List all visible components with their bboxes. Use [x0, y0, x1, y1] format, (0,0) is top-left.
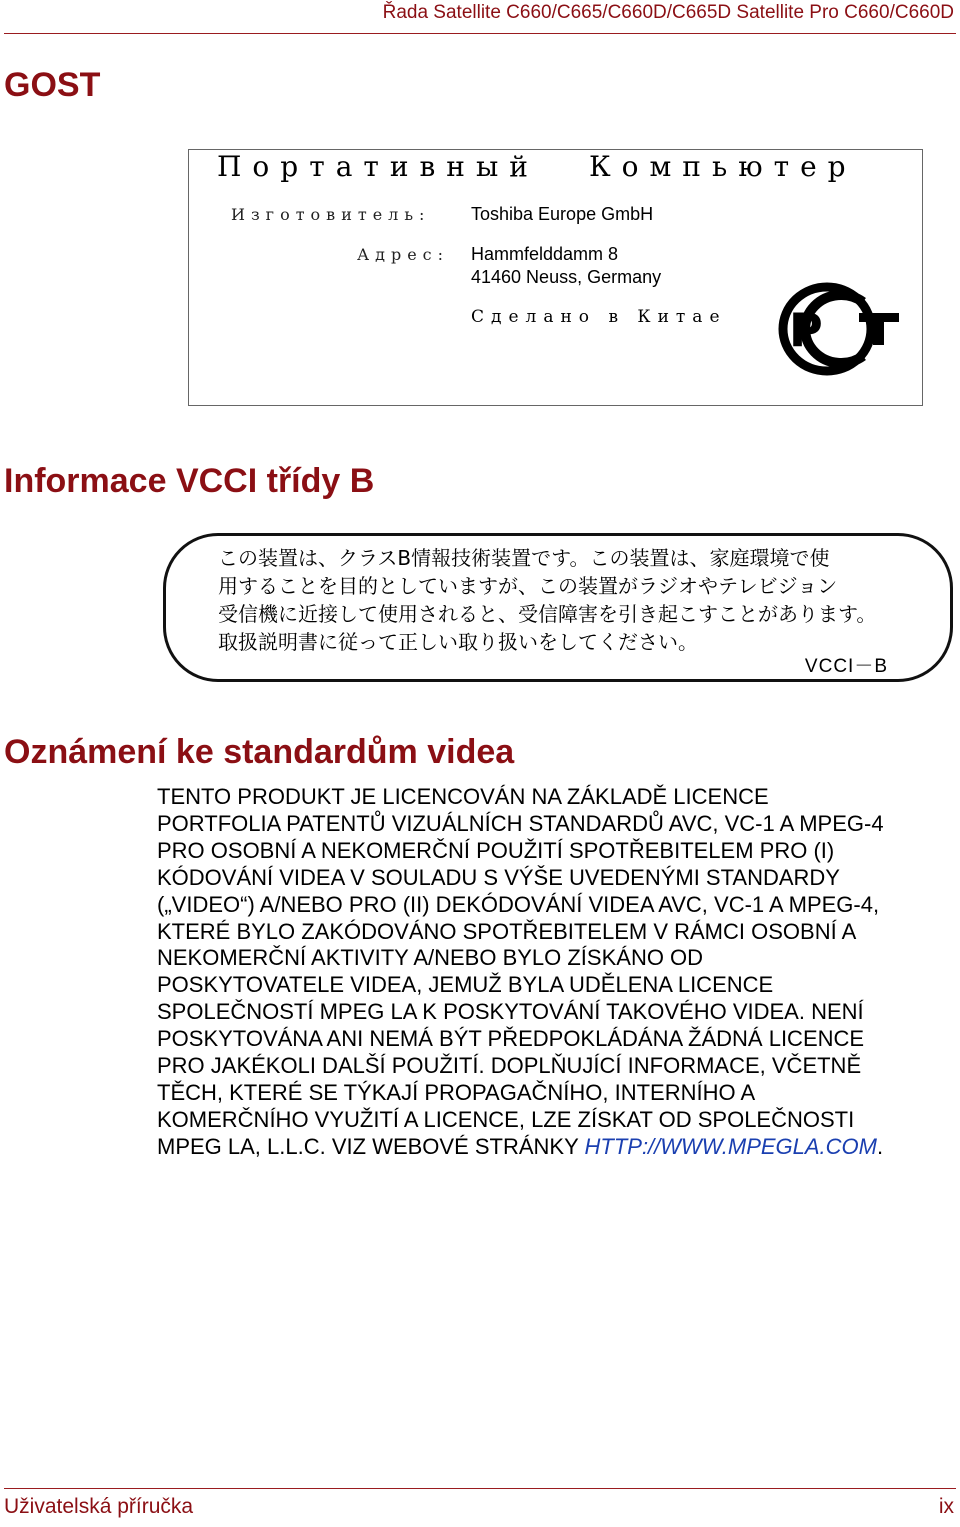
- gost-address-label: Адрес:: [357, 245, 450, 264]
- notice-line: POSKYTOVÁNA ANI NEMÁ BÝT PŘEDPOKLÁDÁNA ŽÁDNÁ LICENCE: [157, 1026, 865, 1052]
- notice-last-line-suffix: .: [877, 1133, 884, 1159]
- gost-address-line2: 41460 Neuss, Germany: [471, 267, 662, 287]
- gost-heading: GOST: [4, 66, 101, 104]
- running-header: Řada Satellite C660/C665/C660D/C665D Satellite Pro C660/C660D: [382, 2, 954, 23]
- gost-address-line1: Hammfelddamm 8: [471, 244, 619, 264]
- gost-product-title: [217, 150, 857, 183]
- notice-line: PRO JAKÉKOLI DALŠÍ POUŽITÍ. DOPLŇUJÍCÍ INFORMACE, VČETNĚ: [157, 1053, 862, 1079]
- notice-line: PRO OSOBNÍ A NEKOMERČNÍ POUŽITÍ SPOTŘEBITELEM PRO (I): [157, 837, 835, 863]
- gost-manufacturer-value: Toshiba Europe GmbH: [471, 204, 654, 224]
- notice-last-line: [157, 1134, 957, 1161]
- vcci-line-2: 用することを目的としていますが、この装置がラジオやテレビジョン: [218, 574, 838, 598]
- video-notice-body: [157, 784, 957, 1161]
- vcci-statement-box: [163, 533, 953, 682]
- vcci-line-4: 取扱説明書に従って正しい取り扱いをしてください。: [218, 630, 698, 654]
- gost-made-in: Сделано в Китае: [471, 307, 727, 327]
- notice-line: TENTO PRODUKT JE LICENCOVÁN NA ZÁKLADĚ LICENCE: [157, 784, 769, 809]
- vcci-line-1: この装置は、クラスB情報技術装置です。この装置は、家庭環境で使: [218, 546, 830, 570]
- notice-line: TĚCH, KTERÉ SE TÝKAJÍ PROPAGAČNÍHO, INTERNÍHO A: [157, 1079, 756, 1105]
- notice-last-line-prefix: MPEG LA, L.L.C. VIZ WEBOVÉ STRÁNKY: [157, 1133, 585, 1159]
- vcci-line-3: 受信機に近接して使用されると、受信障害を引き起こすことがあります。: [218, 602, 877, 626]
- notice-line: KÓDOVÁNÍ VIDEA V SOULADU S VÝŠE UVEDENÝMI STANDARDY: [157, 864, 840, 890]
- mpegla-link[interactable]: HTTP://WWW.MPEGLA.COM: [584, 1133, 877, 1159]
- gost-label-box: [188, 149, 923, 406]
- header-divider: [4, 33, 956, 34]
- notice-line: POSKYTOVATELE VIDEA, JEMUŽ BYLA UDĚLENA LICENCE: [157, 972, 774, 998]
- footer-divider: [4, 1488, 956, 1489]
- notice-line: PORTFOLIA PATENTŮ VIZUÁLNÍCH STANDARDŮ AVC, VC-1 A MPEG-4: [157, 810, 884, 836]
- vcci-heading: Informace VCCI třídy B: [4, 462, 375, 500]
- svg-text:P: P: [789, 303, 823, 357]
- footer-manual-title: Uživatelská příručka: [4, 1495, 194, 1518]
- vcci-class-mark: VCCI－B: [804, 656, 888, 677]
- notice-line: KOMERČNÍHO VYUŽITÍ A LICENCE, LZE ZÍSKAT OD SPOLEČNOSTI: [157, 1106, 855, 1132]
- pct-certification-mark-icon: [777, 280, 905, 378]
- notice-line: KTERÉ BYLO ZAKÓDOVÁNO SPOTŘEBITELEM V RÁMCI OSOBNÍ A: [157, 918, 857, 944]
- video-notice-heading: Oznámení ke standardům videa: [4, 733, 515, 771]
- footer-page-number: ix: [938, 1495, 954, 1518]
- gost-title-left: Портативный: [217, 150, 539, 183]
- gost-manufacturer-label: Изготовитель:: [231, 205, 431, 224]
- notice-line: NEKOMERČNÍ AKTIVITY A/NEBO BYLO ZÍSKÁNO OD: [157, 945, 704, 971]
- gost-title-right: Компьютер: [589, 150, 857, 183]
- notice-line: („VIDEO“) A/NEBO PRO (II) DEKÓDOVÁNÍ VIDEA AVC, VC-1 A MPEG-4,: [157, 891, 880, 917]
- notice-line: SPOLEČNOSTÍ MPEG LA K POSKYTOVÁNÍ TAKOVÉHO VIDEA. NENÍ: [157, 999, 864, 1025]
